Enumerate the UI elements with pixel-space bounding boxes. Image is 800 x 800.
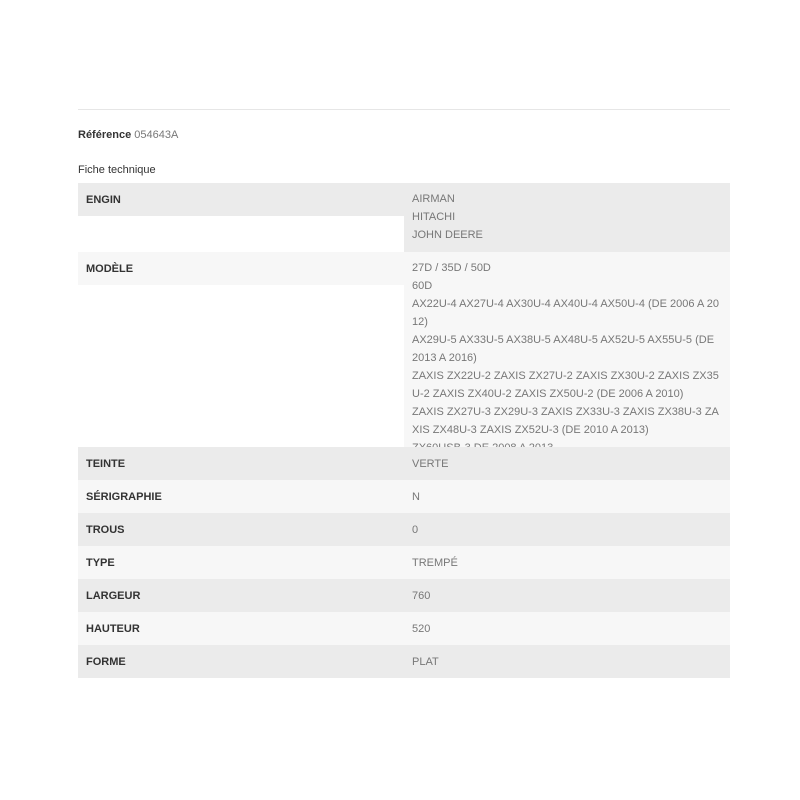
reference-line: [78, 127, 730, 143]
spec-row-largeur: [78, 579, 730, 612]
product-details: [78, 109, 730, 678]
spec-value-line: ZAXIS ZX22U-2 ZAXIS ZX27U-2 ZAXIS ZX30U-2 ZAXIS ZX35U-2 ZAXIS ZX40U-2 ZAXIS ZX50U-2 (DE 2006 A 2010): [412, 370, 719, 400]
spec-row-trous: [78, 513, 730, 546]
spec-value-line: 27D / 35D / 50D: [412, 262, 491, 274]
spec-value-line: AIRMAN: [412, 193, 455, 205]
spec-value: 760: [404, 579, 730, 612]
spec-row-teinte: [78, 447, 730, 480]
section-title: Fiche technique: [78, 164, 156, 176]
spec-value: TREMPÉ: [404, 546, 730, 579]
spec-row-serigraphie: [78, 480, 730, 513]
spec-row-forme: [78, 645, 730, 678]
spec-label: TROUS: [78, 513, 404, 546]
spec-row-modele: [78, 252, 730, 447]
spec-value-line: ZAXIS ZX27U-3 ZX29U-3 ZAXIS ZX33U-3 ZAXIS ZX38U-3 ZAXIS ZX48U-3 ZAXIS ZX52U-3 (DE 2010 A 2013): [412, 406, 719, 436]
spec-row-hauteur: [78, 612, 730, 645]
spec-value: VERTE: [404, 447, 730, 480]
spec-label: FORME: [78, 645, 404, 678]
spec-value-line: JOHN DEERE: [412, 229, 483, 241]
spec-value-line: HITACHI: [412, 211, 456, 223]
reference-label: Référence: [78, 129, 132, 141]
divider: [78, 109, 730, 110]
spec-label: TEINTE: [78, 447, 404, 480]
spec-table: [78, 183, 730, 678]
spec-row-engin: [78, 183, 730, 252]
spec-value-line: 60D: [412, 280, 433, 292]
spec-label: HAUTEUR: [78, 612, 404, 645]
spec-label: MODÈLE: [78, 252, 404, 285]
spec-label: ENGIN: [78, 183, 404, 216]
spec-value: [404, 183, 730, 252]
spec-label: LARGEUR: [78, 579, 404, 612]
spec-label: SÉRIGRAPHIE: [78, 480, 404, 513]
spec-value-line: AX29U-5 AX33U-5 AX38U-5 AX48U-5 AX52U-5 AX55U-5 (DE 2013 A 2016): [412, 334, 715, 364]
spec-value: N: [404, 480, 730, 513]
spec-value: 0: [404, 513, 730, 546]
spec-label: TYPE: [78, 546, 404, 579]
spec-row-type: [78, 546, 730, 579]
spec-value-line: AX22U-4 AX27U-4 AX30U-4 AX40U-4 AX50U-4 (DE 2006 A 2012): [412, 298, 719, 328]
reference-value: 054643A: [134, 129, 179, 141]
spec-value: [404, 252, 730, 447]
spec-value: PLAT: [404, 645, 730, 678]
spec-value: 520: [404, 612, 730, 645]
